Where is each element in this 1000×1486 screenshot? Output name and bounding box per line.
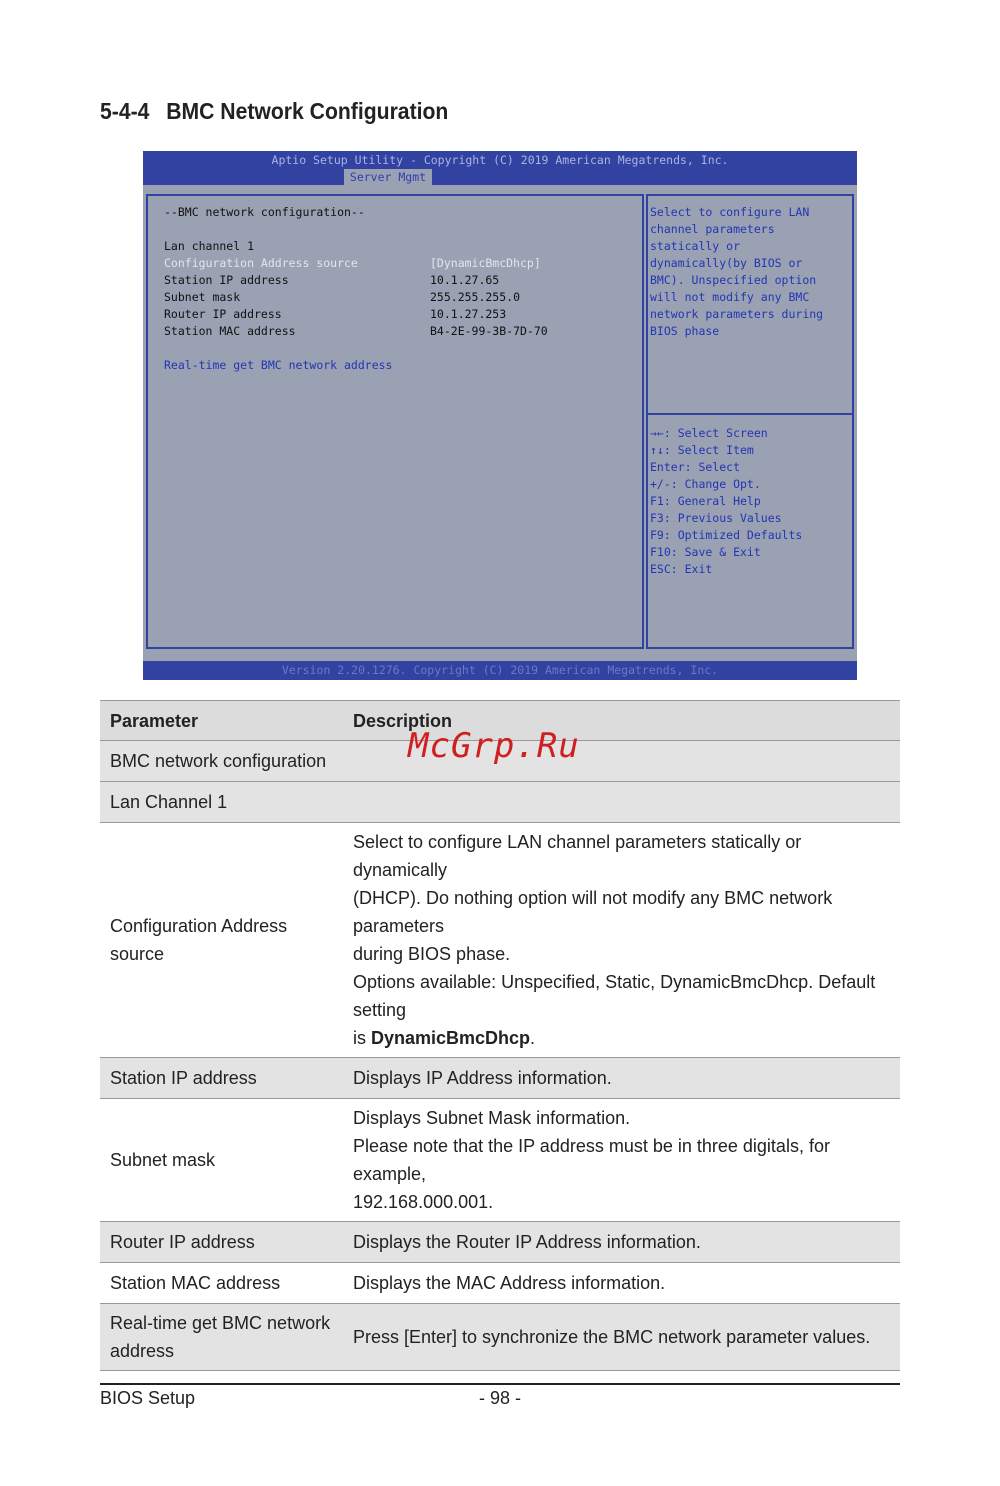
- desc-line: [353, 1024, 890, 1052]
- desc-cell: Displays IP Address information.: [343, 1058, 900, 1099]
- bios-help-panel: [646, 194, 854, 649]
- bios-station-ip-value: 10.1.27.65: [430, 273, 500, 287]
- help-line: dynamically(by BIOS or: [650, 256, 803, 270]
- param-cell: [100, 1304, 343, 1371]
- bios-config-source-label[interactable]: Configuration Address source: [164, 256, 358, 270]
- desc-cell: [343, 1099, 900, 1222]
- key-hint: F3: Previous Values: [650, 511, 782, 525]
- bios-mac-value: B4-2E-99-3B-7D-70: [430, 324, 548, 338]
- help-line: Select to configure LAN: [650, 205, 810, 219]
- tab-server-mgmt[interactable]: Server Mgmt: [344, 169, 432, 185]
- bios-realtime-get-action[interactable]: Real-time get BMC network address: [164, 358, 393, 372]
- bios-subnet-value: 255.255.255.0: [430, 290, 521, 304]
- parameter-table: [100, 700, 900, 1371]
- bios-router-ip-label: Router IP address: [164, 307, 282, 321]
- key-hint: ↑↓: Select Item: [650, 443, 754, 457]
- key-hint: F10: Save & Exit: [650, 545, 761, 559]
- bios-config-source-value[interactable]: [DynamicBmcDhcp]: [430, 256, 541, 270]
- bios-screenshot: [143, 151, 857, 680]
- desc-prefix: is: [353, 1028, 371, 1048]
- desc-cell: Displays the Router IP Address information.: [343, 1222, 900, 1263]
- desc-cell: Press [Enter] to synchronize the BMC network parameter values.: [343, 1304, 900, 1371]
- key-hint: →←: Select Screen: [650, 426, 768, 440]
- param-cell: Lan Channel 1: [100, 782, 343, 823]
- help-line: channel parameters: [650, 222, 775, 236]
- param-cell: Router IP address: [100, 1222, 343, 1263]
- param-line: Real-time get BMC network: [110, 1313, 331, 1333]
- desc-cell: Displays the MAC Address information.: [343, 1263, 900, 1304]
- bios-footer: Version 2.20.1276. Copyright (C) 2019 American Megatrends, Inc.: [143, 661, 857, 680]
- table-row: [100, 823, 900, 1058]
- desc-line: Displays Subnet Mask information.: [353, 1108, 631, 1128]
- section-heading: BMC Network Configuration: [166, 98, 449, 124]
- desc-line: Select to configure LAN channel parameters statically or dynamically: [353, 832, 802, 880]
- table-row: [100, 1058, 900, 1099]
- header-parameter: Parameter: [100, 701, 343, 741]
- key-hint: Enter: Select: [650, 460, 741, 474]
- table-row: [100, 1263, 900, 1304]
- table-row: [100, 1304, 900, 1371]
- help-line: will not modify any BMC: [650, 290, 810, 304]
- table-row: [100, 782, 900, 823]
- table-row: [100, 1222, 900, 1263]
- key-hint: F9: Optimized Defaults: [650, 528, 803, 542]
- footer-label: BIOS Setup: [100, 1388, 196, 1408]
- param-cell: Configuration Address source: [100, 823, 343, 1058]
- key-hint: +/-: Change Opt.: [650, 477, 761, 491]
- bios-mac-label: Station MAC address: [164, 324, 296, 338]
- section-number: 5-4-4: [100, 98, 150, 124]
- bios-header: [143, 151, 857, 185]
- param-cell: Station IP address: [100, 1058, 343, 1099]
- bios-station-ip-label: Station IP address: [164, 273, 289, 287]
- footer-rule: [100, 1383, 900, 1385]
- desc-line: Options available: Unspecified, Static, DynamicBmcDhcp. Default setting: [353, 972, 876, 1020]
- page-number: - 98 -: [478, 1388, 521, 1408]
- help-line: network parameters during: [650, 307, 824, 321]
- help-line: statically or: [650, 239, 741, 253]
- desc-line: 192.168.000.001.: [353, 1192, 494, 1212]
- desc-cell: [343, 823, 900, 1058]
- help-line: BMC). Unspecified option: [650, 273, 817, 287]
- key-hint: ESC: Exit: [650, 562, 713, 576]
- param-cell: BMC network configuration: [100, 741, 343, 782]
- help-line: BIOS phase: [650, 324, 720, 338]
- bios-main-panel: [146, 194, 644, 649]
- desc-line: during BIOS phase.: [353, 944, 511, 964]
- help-divider: [648, 413, 852, 415]
- bios-copyright: Aptio Setup Utility - Copyright (C) 2019 American Megatrends, Inc.: [271, 153, 729, 167]
- param-cell: Subnet mask: [100, 1099, 343, 1222]
- desc-cell: [343, 782, 900, 823]
- key-hint: F1: General Help: [650, 494, 761, 508]
- default-setting: DynamicBmcDhcp: [371, 1028, 531, 1048]
- header-description: Description: [343, 701, 900, 741]
- bios-section-heading: --BMC network configuration--: [164, 205, 365, 219]
- watermark: McGrp.Ru: [408, 726, 580, 766]
- desc-line: (DHCP). Do nothing option will not modify any BMC network parameters: [353, 888, 833, 936]
- param-line: address: [110, 1341, 175, 1361]
- section-title: [100, 98, 448, 125]
- bios-lan-channel: Lan channel 1: [164, 239, 255, 253]
- desc-suffix: .: [530, 1028, 536, 1048]
- bios-router-ip-value: 10.1.27.253: [430, 307, 507, 321]
- table-row: [100, 1099, 900, 1222]
- bios-subnet-label: Subnet mask: [164, 290, 241, 304]
- param-cell: Station MAC address: [100, 1263, 343, 1304]
- desc-line: Please note that the IP address must be in three digitals, for example,: [353, 1136, 830, 1184]
